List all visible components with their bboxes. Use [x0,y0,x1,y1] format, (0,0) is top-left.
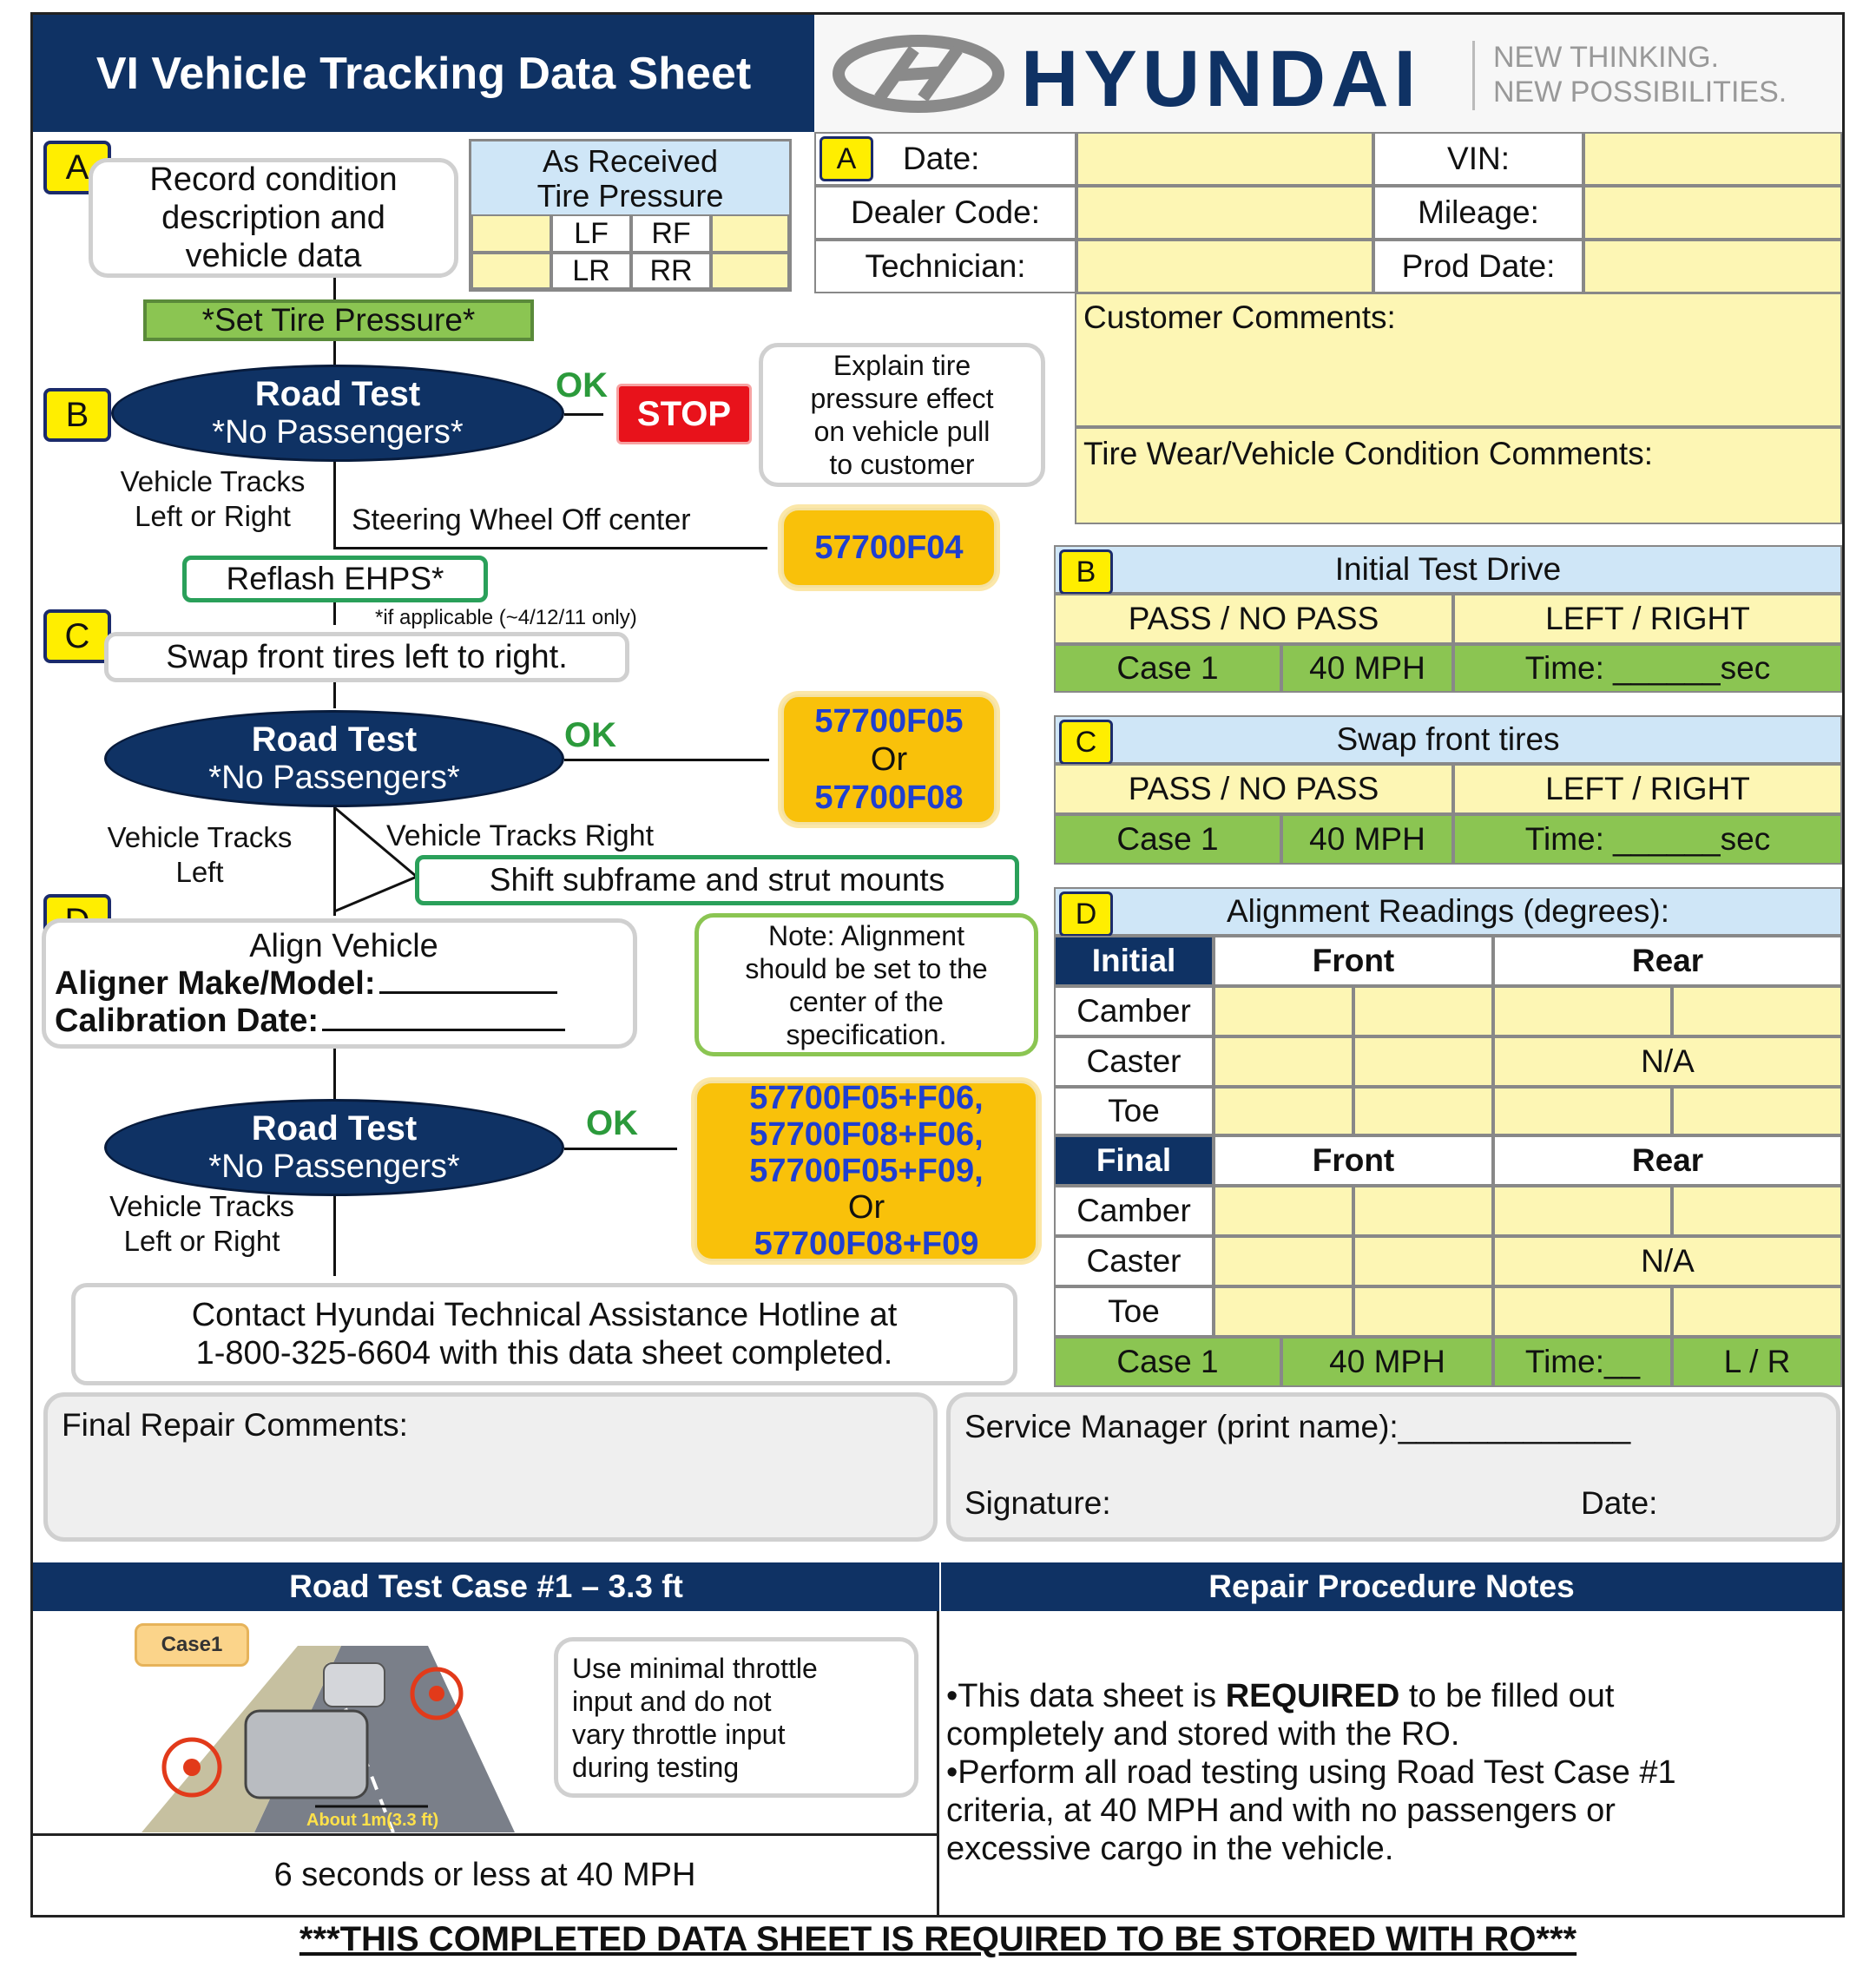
road-test-oval-1 [111,365,564,462]
aligner-label: Aligner Make/Model: [55,964,376,1002]
explain-1: Explain tire [833,350,971,381]
ok-label-1: OK [556,366,608,405]
tracks-left-right-3 [82,1189,321,1259]
note1-line2: completely and stored with the RO. [946,1716,1460,1753]
reflash-ehps-box [182,556,488,602]
road-test-oval-2 [104,710,564,807]
tracks-lr3-text-2: Left or Right [123,1225,280,1257]
lr-label: LR [551,253,631,289]
tagline-1: NEW THINKING. [1493,41,1720,74]
record-text-3: vehicle data [185,238,362,274]
rf-value[interactable] [711,214,789,253]
connector [333,682,336,708]
final-toe-rr[interactable] [1672,1286,1842,1337]
dealer-code-label: Dealer Code: [814,186,1076,240]
date-label: Date: [903,141,980,176]
swap-text: Swap front tires left to right. [166,638,568,675]
six-seconds-row [33,1833,937,1915]
throttle-3: vary throttle input [572,1718,786,1750]
initial-caster-fl[interactable] [1214,1036,1353,1087]
technician-field[interactable] [1076,240,1373,293]
tire-title-2: Tire Pressure [536,178,724,214]
final-camber-label: Camber [1054,1186,1214,1236]
left-right-c[interactable]: LEFT / RIGHT [1453,764,1842,814]
tire-wear-field[interactable] [1075,427,1842,524]
customer-comments-label: Customer Comments: [1083,299,1396,335]
initial-caster-label: Caster [1054,1036,1214,1087]
alignment-table [1054,887,1842,1387]
reflash-text: Reflash EHPS* [226,561,444,596]
stop-sign [616,384,752,444]
mileage-field[interactable] [1583,186,1842,240]
mph-c: 40 MPH [1281,814,1453,865]
repair-notes-panel [943,1611,1840,1915]
initial-camber-fl[interactable] [1214,986,1353,1036]
left-right-b[interactable]: LEFT / RIGHT [1453,594,1842,644]
pass-no-pass-c[interactable]: PASS / NO PASS [1054,764,1453,814]
prod-date-field[interactable] [1583,240,1842,293]
service-manager-box[interactable] [946,1392,1840,1542]
initial-test-title: Initial Test Drive [1334,551,1562,587]
service-manager-label: Service Manager (print name):_____________ [964,1409,1631,1444]
brand-divider [1472,41,1475,110]
final-rear-header: Rear [1493,1135,1842,1186]
code-f05-text: 57700F05 [814,703,964,740]
swap-tires-box [104,632,629,682]
tracks-lr-text-1: Vehicle Tracks [120,465,306,497]
ok-label-3: OK [586,1104,638,1142]
page-title: VI Vehicle Tracking Data Sheet [95,48,752,99]
rf-label: RF [631,214,711,253]
set-tire-text: *Set Tire Pressure* [201,302,476,338]
no-passengers-label: *No Passengers* [208,760,460,796]
road-test-label: Road Test [251,1109,418,1148]
note2-line2: criteria, at 40 MPH and with no passengers or [946,1793,1616,1829]
code-f08-text: 57700F08 [814,780,964,816]
tire-title-1: As Received [542,143,719,179]
dealer-code-field[interactable] [1076,186,1373,240]
tire-pressure-table [469,139,792,292]
lr-value[interactable] [471,253,551,289]
step-b-badge: B [43,388,111,442]
six-seconds-text: 6 seconds or less at 40 MPH [273,1857,696,1893]
mileage-label: Mileage: [1373,186,1583,240]
record-text-2: description and [161,200,385,236]
tagline-2: NEW POSSIBILITIES. [1493,76,1787,109]
road-test-case-title: Road Test Case #1 – 3.3 ft [289,1569,683,1604]
final-front-header: Front [1214,1135,1493,1186]
note2-line3: excessive cargo in the vehicle. [946,1831,1394,1867]
combo-or: Or [847,1189,885,1226]
no-passengers-label: *No Passengers* [212,414,464,451]
arrow-line [564,1148,677,1150]
record-text-1: Record condition [149,161,398,198]
time-d[interactable]: Time:__ [1493,1337,1672,1387]
final-toe-rl[interactable] [1493,1286,1672,1337]
contact-1: Contact Hyundai Technical Assistance Hotline at [191,1297,898,1333]
hyundai-logo-icon [832,30,1005,117]
right-c-badge: C [1059,720,1113,765]
lf-label: LF [551,214,631,253]
right-a-badge: A [820,136,873,181]
tracks-lr-text-2: Left or Right [135,500,291,532]
initial-rear-header: Rear [1493,936,1842,986]
lf-value[interactable] [471,214,551,253]
connector [333,547,767,549]
connector [333,1196,336,1276]
vin-label: VIN: [1373,132,1583,186]
tracks-left-text-1: Vehicle Tracks [107,821,293,853]
final-repair-comments[interactable] [43,1392,938,1542]
date-field[interactable] [1076,132,1373,186]
note2-line1: •Perform all road testing using Road Test Case #1 [946,1754,1676,1791]
road-test-oval-3 [104,1099,564,1196]
combo-2: 57700F08+F06, [749,1116,984,1153]
final-camber-rl[interactable] [1493,1186,1672,1236]
throttle-note-box [554,1637,918,1798]
final-caster-fr[interactable] [1353,1236,1493,1286]
shift-text: Shift subframe and strut mounts [489,862,945,898]
initial-camber-rr[interactable] [1672,986,1842,1036]
time-b[interactable]: Time: ______sec [1453,644,1842,693]
case1-d: Case 1 [1054,1337,1281,1387]
mph-d: 40 MPH [1281,1337,1493,1387]
contact-hotline-box [71,1283,1017,1385]
connector [333,278,336,302]
road-test-case-panel [33,1611,939,1915]
explain-3: on vehicle pull [813,416,991,447]
lr-d[interactable]: L / R [1672,1337,1842,1387]
initial-toe-rl[interactable] [1493,1087,1672,1135]
final-caster-label: Caster [1054,1236,1214,1286]
alignment-title: Alignment Readings (degrees): [1226,893,1670,929]
steering-label: Steering Wheel Off center [352,503,691,536]
final-camber-fl[interactable] [1214,1186,1353,1236]
connector [333,1049,336,1099]
brand-name: HYUNDAI [1021,35,1422,123]
swap-front-tires-table [1054,715,1842,865]
initial-label: Initial [1054,936,1214,986]
signature-date-label: Date: [1581,1485,1658,1521]
footer-text: ***THIS COMPLETED DATA SHEET IS REQUIRED TO BE STORED WITH RO*** [299,1920,1577,1958]
connector [333,602,336,625]
initial-caster-fr[interactable] [1353,1036,1493,1087]
pass-no-pass-b[interactable]: PASS / NO PASS [1054,594,1453,644]
title-bar [33,15,814,132]
combo-3: 57700F05+F09, [749,1153,984,1189]
initial-toe-rr[interactable] [1672,1087,1842,1135]
throttle-1: Use minimal throttle [572,1652,818,1684]
road-scene-image [142,1628,515,1832]
record-condition-box [89,158,458,278]
set-tire-pressure-box [143,299,534,341]
tracks-left-2 [82,820,317,890]
calibration-label: Calibration Date: [55,1002,319,1039]
code-f04-text: 57700F04 [814,529,964,566]
initial-test-header [1054,545,1842,594]
tracks-left-right-1 [95,464,330,534]
note-4: specification. [786,1018,947,1050]
alignment-header [1054,887,1842,936]
no-passengers-label: *No Passengers* [208,1148,460,1185]
or-text: Or [870,741,908,778]
code-57700f05-f08 [781,694,997,825]
initial-toe-label: Toe [1054,1087,1214,1135]
final-caster-fl[interactable] [1214,1236,1353,1286]
note1-pre: •This data sheet is [946,1678,1226,1714]
combo-codes [694,1081,1038,1261]
explain-box [759,343,1045,487]
repair-note-1 [946,1677,1840,1715]
road-test-label: Road Test [254,375,421,413]
footer-notice [0,1920,1876,1959]
final-camber-rr[interactable] [1672,1186,1842,1236]
initial-toe-fl[interactable] [1214,1087,1353,1135]
step-a-badge: A [43,141,111,194]
tire-wear-label: Tire Wear/Vehicle Condition Comments: [1083,436,1653,471]
final-toe-fr[interactable] [1353,1286,1493,1337]
vin-field[interactable] [1583,132,1842,186]
contact-2: 1-800-325-6604 with this data sheet completed. [195,1335,893,1372]
shift-subframe-box [415,855,1019,905]
road-test-case-header [33,1562,939,1611]
tracks-right-label: Vehicle Tracks Right [386,819,655,852]
initial-camber-fr[interactable] [1353,986,1493,1036]
arrow-line [564,413,603,416]
note-2: should be set to the [745,952,988,984]
note1-post: to be filled out [1399,1678,1615,1714]
throttle-4: during testing [572,1751,740,1783]
prod-date-label: Prod Date: [1373,240,1583,293]
case1-tag-text: Case1 [161,1633,223,1656]
code-57700f04 [781,508,997,588]
final-camber-fr[interactable] [1353,1186,1493,1236]
right-b-badge: B [1059,549,1113,595]
signature-label: Signature: [964,1485,1111,1521]
tracks-left-text-2: Left [175,856,224,888]
tracks-lr3-text-1: Vehicle Tracks [109,1190,294,1222]
about-label: About 1m(3.3 ft) [306,1811,439,1830]
align-title: Align Vehicle [249,927,438,964]
alignment-note-box [694,913,1038,1056]
repair-notes-title: Repair Procedure Notes [1208,1569,1575,1604]
aligner-line[interactable] [55,965,557,1003]
combo-5: 57700F08+F09 [754,1226,979,1262]
swap-front-header [1054,715,1842,764]
customer-comments-field[interactable] [1075,293,1842,427]
explain-4: to customer [829,449,975,480]
final-caster-rear-na: N/A [1493,1236,1842,1286]
stop-text: STOP [636,394,732,433]
initial-toe-fr[interactable] [1353,1087,1493,1135]
initial-caster-rear-na: N/A [1493,1036,1842,1087]
rr-value[interactable] [711,253,789,289]
final-repair-label: Final Repair Comments: [62,1407,408,1443]
initial-camber-rl[interactable] [1493,986,1672,1036]
throttle-2: input and do not [572,1685,772,1717]
rr-label: RR [631,253,711,289]
mph-b: 40 MPH [1281,644,1453,693]
swap-front-title: Swap front tires [1336,721,1560,757]
right-d-badge: D [1059,891,1113,937]
final-toe-label: Toe [1054,1286,1214,1337]
repair-notes-header [941,1562,1842,1611]
tire-pressure-header [471,141,789,214]
case1-tag [135,1623,249,1667]
final-toe-fl[interactable] [1214,1286,1353,1337]
vehicle-info-grid [814,132,1842,293]
road-test-label: Road Test [251,720,418,759]
initial-front-header: Front [1214,936,1493,986]
note1-bold: REQUIRED [1225,1678,1400,1714]
time-c[interactable]: Time: ______sec [1453,814,1842,865]
initial-test-drive-table [1054,545,1842,693]
final-label: Final [1054,1135,1214,1186]
case1-b: Case 1 [1054,644,1281,693]
if-applicable-note: *if applicable (~4/12/11 only) [375,606,637,629]
connector [333,462,336,549]
arrow-line [564,759,769,761]
combo-1: 57700F05+F06, [749,1080,984,1116]
note-3: center of the [789,985,944,1017]
initial-camber-label: Camber [1054,986,1214,1036]
align-vehicle-box [42,918,637,1049]
note-1: Note: Alignment [768,919,964,951]
explain-2: pressure effect [810,383,994,414]
date-label-cell [814,132,1076,186]
case1-c: Case 1 [1054,814,1281,865]
calibration-line[interactable] [55,1003,565,1040]
technician-label: Technician: [814,240,1076,293]
ok-label-2: OK [564,716,616,754]
brand-area [814,15,1842,132]
step-c-badge: C [43,609,111,663]
